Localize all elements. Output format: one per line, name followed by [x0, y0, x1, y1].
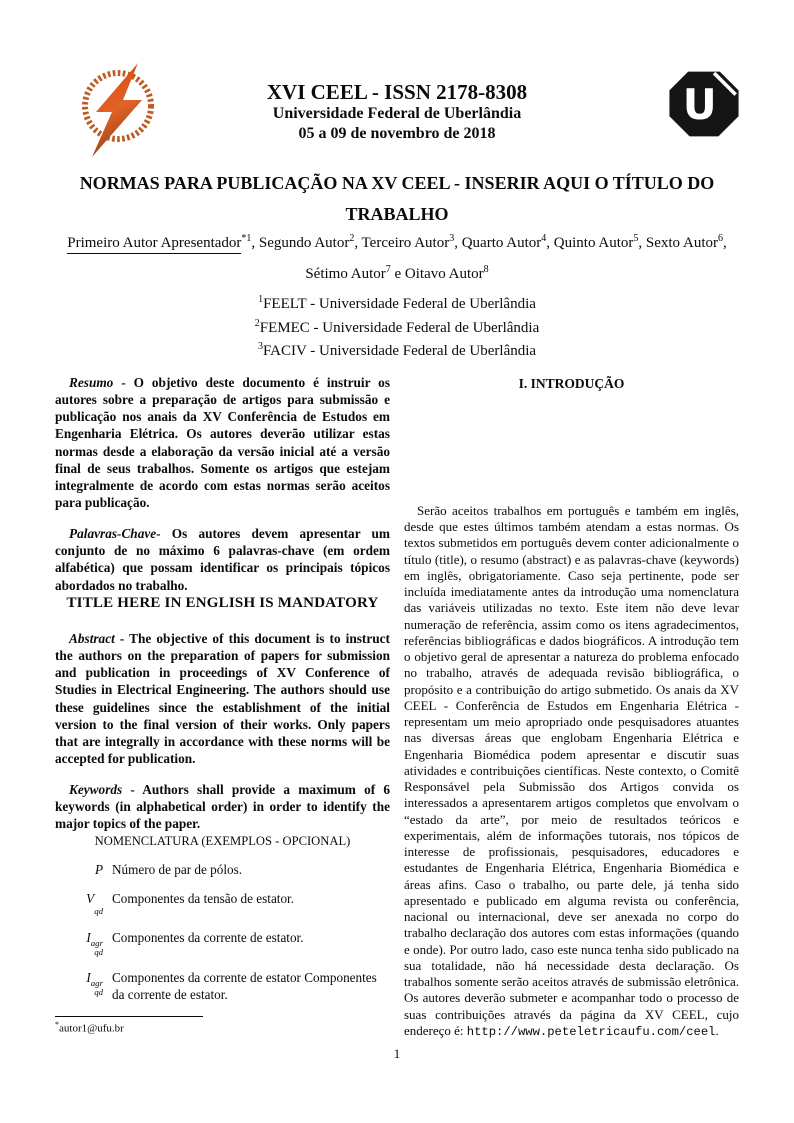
keywords-paragraph	[55, 781, 390, 832]
keywords-body: - Authors shall provide a maximum of 6 keywords (in alphabetical order) in order to identify the major topics of the paper.	[55, 782, 390, 832]
footnote-email: autor1@ufu.br	[59, 1022, 124, 1035]
author-name: Terceiro Autor	[361, 235, 450, 251]
author-mark: 2	[349, 233, 355, 244]
nomenclature-symbol	[55, 862, 112, 879]
author-entry	[454, 235, 546, 251]
author-name: Segundo Autor	[258, 235, 350, 251]
author-entry	[546, 235, 638, 251]
palavras-chave-paragraph	[55, 525, 390, 594]
symbol-base: P	[94, 861, 103, 877]
two-column-body	[55, 374, 739, 1040]
author-separator: ,	[454, 235, 462, 251]
symbol-sub: qd	[94, 906, 103, 917]
abstract-body: - The objective of this document is to instruct the authors on the preparation of papers for submission and publication in proceedings of XV Conference of Studies in Electrical Engineering. The authors should use these guidelines since the establishment of the initial version to the final version of their works. Only papers that are integrally in accordance with these norms will be accepted for publication.	[55, 631, 390, 767]
affiliation-mark: 2	[254, 317, 260, 329]
nomenclature-entry	[55, 891, 390, 916]
nomenclature-entry	[55, 970, 390, 1003]
conference-title: XVI CEEL - ISSN 2178-8308	[266, 80, 528, 104]
palavras-chave-label: Palavras-Chave	[69, 526, 157, 542]
nomenclature-symbol	[55, 930, 112, 957]
english-title: TITLE HERE IN ENGLISH IS MANDATORY	[66, 594, 379, 611]
introduction-text: Serão aceitos trabalhos em português e também em inglês, desde que estes últimos também atendam a estas normas. Os textos submetidos em português devem conter adicionalmente o título (title), o resumo (abstract) e as palavras-chave (keywords) em inglês, obrigatoriamente. Caso seja pertinente, pode ser incluída imediatamente antes da introdução uma nomenclatura das variáveis utilizadas no texto. Este item não deve levar numeração de referência, assim como os itens agradecimentos, referências bibliográficas e dados biográficos. A introdução tem o objetivo geral de apresentar a natureza do problema enfocado no trabalho, através de adequada revisão bibliográfica, o propósito e a contribuição do artigo submetido. Os anais da XV CEEL - Conferência de Estudos em Engenharia Elétrica - representam um meio apropriado onde pesquisadores atuantes nas diversas áreas que englobam Engenharia Elétrica e Engenharia Biomédica podem apresentar e discutir suas atividades e contribuições científicas. Neste contexto, o Comitê Responsável pela Submissão dos Artigos convida os interessados a apresentarem artigos completos que envolvam o “estado da arte”, por meio de resultados teóricos e experimentais, além de informações tutorais, nos tópicos de interesse de profissionais, pesquisadores, educadores e estudantes de Engenharia Elétrica, Engenharia Biomédica e áreas afins. Caso o trabalho, ou parte dele, já tenha sido apresentado e publicado em alguma revista ou conferência, nacional ou internacional, deve ser anexada no corpo do trabalho declaração dos autores com estas informações (quando e onde). Por outro lado, caso este nunca tenha sido publicado na sua totalidade, não há necessidade desta declaração. Os trabalhos somente serão aceitos através de submissão eletrônica. Os autores deverão submeter e acompanhar todo o processo de suas contribuições através da página da XV CEEL, cujo endereço é:	[404, 502, 739, 1038]
abstract-label: Abstract	[69, 631, 115, 647]
author-entry	[390, 263, 489, 282]
introduction-text-end: .	[715, 1022, 719, 1038]
symbol-sub: qd	[94, 946, 103, 957]
affiliation-line	[0, 292, 794, 316]
author-mark: 8	[483, 263, 489, 275]
author-name: Sexto Autor	[645, 235, 718, 251]
page-number: 1	[393, 1046, 401, 1061]
resumo-label: Resumo	[69, 375, 114, 390]
introduction-paragraph	[404, 503, 739, 1040]
affiliation-list	[0, 292, 794, 363]
footnote-mark: *	[55, 1020, 59, 1030]
university-name: Universidade Federal de Uberlândia	[272, 105, 522, 123]
symbol-base: I	[86, 929, 91, 945]
introduction-heading: I. INTRODUÇÃO	[518, 376, 625, 391]
author-separator: ,	[638, 235, 646, 251]
nomenclature-definition: Número de par de pólos.	[112, 861, 243, 877]
author-name: Oitavo Autor	[404, 265, 484, 282]
author-mark: 3	[449, 233, 455, 244]
author-mark: *1	[241, 233, 252, 244]
ceel-url-link[interactable]: http://www.peteletricaufu.com/ceel	[466, 1024, 716, 1039]
nomenclature-entry	[55, 930, 390, 957]
nomenclature-definition: Componentes da tensão de estator.	[112, 891, 295, 907]
nomenclature-entry	[55, 862, 390, 879]
author-entry	[638, 235, 723, 251]
keywords-label: Keywords	[69, 782, 123, 798]
header-block	[0, 80, 794, 144]
nomenclature-symbol	[55, 891, 112, 916]
author-entry	[354, 235, 454, 251]
symbol-sup: agr	[90, 937, 103, 948]
author-separator: ,	[354, 235, 362, 251]
nomenclature-heading: NOMENCLATURA (EXEMPLOS - OPCIONAL)	[94, 833, 351, 848]
resumo-paragraph	[55, 374, 390, 511]
symbol-sub: qd	[94, 987, 103, 998]
author-mark: 4	[541, 233, 547, 244]
author-separator: ,	[251, 235, 259, 251]
left-column	[55, 374, 390, 1040]
author-separator: ,	[546, 235, 554, 251]
paper-title: NORMAS PARA PUBLICAÇÃO NA XV CEEL - INSERIR AQUI O TÍTULO DO TRABALHO	[79, 173, 715, 224]
nomenclature-definition: Componentes da corrente de estator Componentes da corrente de estator.	[112, 970, 377, 1002]
author-mark: 5	[633, 233, 639, 244]
symbol-sup: agr	[90, 978, 103, 989]
affiliation-text: FACIV - Universidade Federal de Uberlândia	[262, 343, 537, 359]
affiliation-text: FEMEC - Universidade Federal de Uberlândia	[259, 319, 540, 336]
affiliation-line	[0, 339, 794, 363]
author-name: Quinto Autor	[553, 235, 634, 251]
author-mark: 7	[385, 263, 391, 275]
right-column	[404, 374, 739, 1040]
conference-dates: 05 a 09 de novembro de 2018	[298, 125, 496, 143]
palavras-chave-body: - Os autores devem apresentar um conjunto de no máximo 6 palavras-chave (em ordem alfabética) que possam identificar os principais tópicos abordados no trabalho.	[55, 526, 390, 593]
author-separator: ,	[722, 235, 727, 251]
author-mark: 6	[717, 233, 723, 244]
footnote	[55, 1020, 390, 1036]
resumo-body: - O objetivo deste documento é instruir os autores sobre a preparação de artigos para submissão e publicação nos anais da XV Conferência de Estudos em Engenharia Elétrica. Os autores deverão utilizar estas normas desde a elaboração da versão inicial até a versão final de seus trabalhos. Somente os artigos que estejam integralmente de acordo com estas normas serão aceitos para publicação.	[55, 375, 390, 510]
symbol-base: V	[86, 891, 95, 907]
author-entry	[67, 235, 251, 251]
footnote-rule	[55, 1016, 203, 1017]
author-entry	[251, 235, 354, 251]
affiliation-mark: 3	[257, 341, 263, 352]
author-name: Sétimo Autor	[305, 265, 386, 282]
author-list	[55, 228, 739, 290]
symbol-base: I	[86, 970, 91, 986]
author-name: Primeiro Autor Apresentador	[67, 235, 241, 254]
nomenclature-definition: Componentes da corrente de estator.	[112, 929, 304, 945]
affiliation-text: FEELT - Universidade Federal de Uberlândia	[263, 296, 536, 312]
affiliation-line	[0, 316, 794, 340]
author-separator: e	[390, 265, 405, 282]
svg-text:U: U	[682, 80, 717, 130]
affiliation-mark: 1	[258, 294, 264, 305]
author-name: Quarto Autor	[461, 235, 542, 251]
abstract-paragraph	[55, 630, 390, 767]
nomenclature-symbol	[55, 970, 112, 1003]
